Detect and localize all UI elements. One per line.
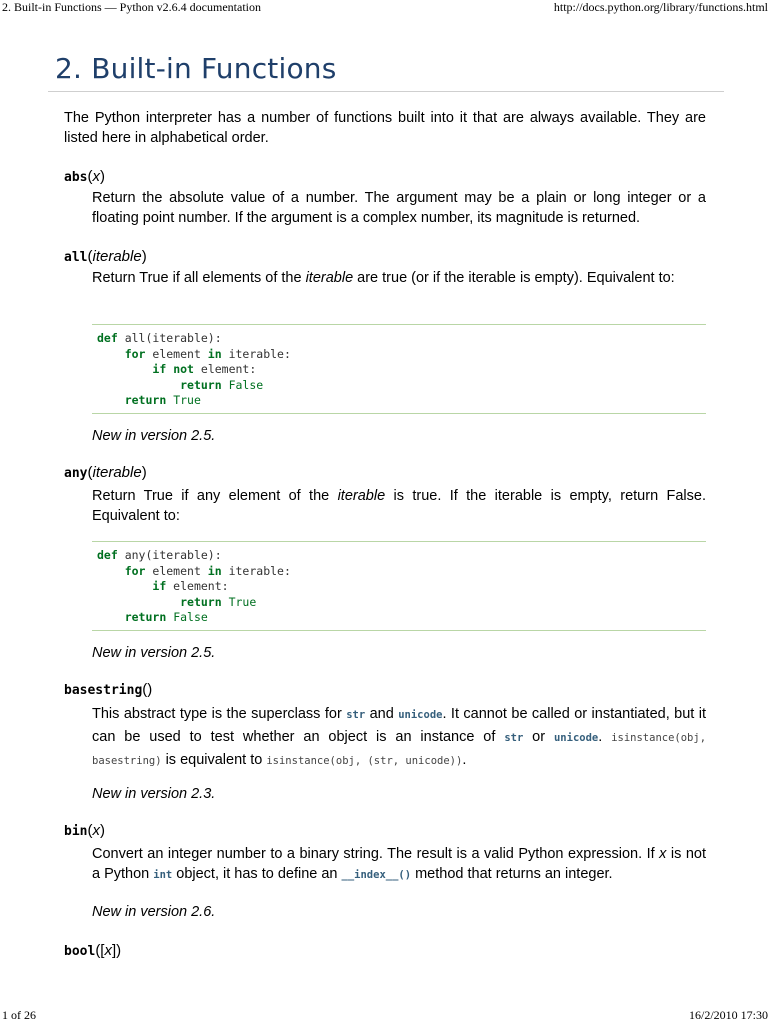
function-name: bool xyxy=(64,944,96,959)
function-signature-all: all(iterable) xyxy=(64,248,147,265)
function-signature-abs: abs(x) xyxy=(64,168,105,185)
function-arg: x xyxy=(92,168,100,185)
index-method-link[interactable]: __index__() xyxy=(341,869,412,881)
version-note-any: New in version 2.5. xyxy=(92,645,216,661)
str-link[interactable]: str xyxy=(504,732,524,744)
function-arg: x xyxy=(104,942,112,959)
int-link[interactable]: int xyxy=(153,869,173,881)
page-title: 2. Built-in Functions xyxy=(55,52,337,85)
function-arg: iterable xyxy=(92,464,142,481)
function-name: basestring xyxy=(64,683,143,698)
unicode-link[interactable]: unicode xyxy=(398,709,443,721)
code-block-all: def all(iterable): for element in iterable: if not element: return False return True xyxy=(92,324,706,414)
function-description-abs: Return the absolute value of a number. The argument may be a plain or long integer or a floating point number. If the argument is a complex number, its magnitude is returned. xyxy=(92,190,706,226)
unicode-link[interactable]: unicode xyxy=(553,732,599,744)
function-description-any: Return True if any element of the iterable is true. If the iterable is empty, return False. Equivalent to: xyxy=(92,488,706,524)
str-link[interactable]: str xyxy=(346,709,366,721)
browser-page-title: 2. Built-in Functions — Python v2.6.4 documentation xyxy=(2,0,261,14)
version-note-bin: New in version 2.6. xyxy=(92,904,216,920)
intro-paragraph: The Python interpreter has a number of functions built into it that are always available. They are listed here in alphabetical order. xyxy=(64,110,706,146)
function-name: abs xyxy=(64,170,88,185)
function-description-bin: Convert an integer number to a binary string. The result is a valid Python expression. If x is not a Python int object, it has to define an __index__() method that returns an integer. xyxy=(92,846,706,882)
inline-code: isinstance(obj, (str, unicode)) xyxy=(266,755,463,767)
function-name: any xyxy=(64,466,88,481)
code-block-any: def any(iterable): for element in iterable: if element: return True return False xyxy=(92,541,706,631)
print-datetime: 16/2/2010 17:30 xyxy=(688,1008,768,1022)
function-arg: x xyxy=(92,822,100,839)
function-name: all xyxy=(64,250,88,265)
title-divider xyxy=(48,91,724,92)
function-description-basestring: This abstract type is the superclass for str and unicode. It cannot be called or instantiated, but it can be used to test whether an object is an instance of str or unicode. isinstance(obj, basestring) is equivalent to isinstance(obj, (str, unicode)). xyxy=(92,706,707,768)
function-signature-any: any(iterable) xyxy=(64,464,147,481)
function-signature-bool: bool([x]) xyxy=(64,942,122,959)
version-note-all: New in version 2.5. xyxy=(92,428,216,444)
function-description-all: Return True if all elements of the iterable are true (or if the iterable is empty). Equivalent to: xyxy=(92,270,675,286)
function-arg: iterable xyxy=(92,248,142,265)
page-count: 1 of 26 xyxy=(2,1008,36,1022)
function-signature-basestring: basestring() xyxy=(64,681,153,698)
inline-code: isinstance(obj, basestring) xyxy=(92,732,707,767)
page-url[interactable]: http://docs.python.org/library/functions.html xyxy=(553,0,768,14)
function-name: bin xyxy=(64,824,88,839)
version-note-basestring: New in version 2.3. xyxy=(92,786,216,802)
function-signature-bin: bin(x) xyxy=(64,822,105,839)
